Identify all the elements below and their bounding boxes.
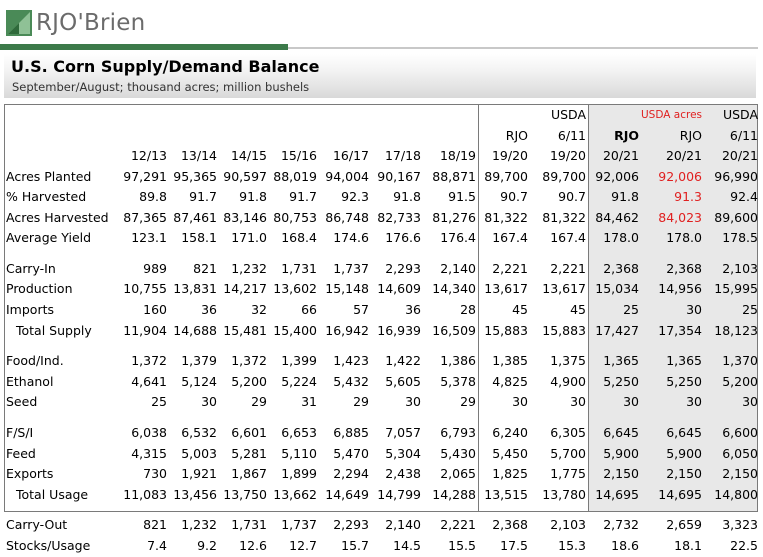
value-cell: 94,004	[325, 168, 369, 184]
value-cell: 2,294	[333, 466, 369, 482]
table-row	[4, 187, 760, 208]
value-cell: 29	[251, 394, 267, 410]
header-label-cell	[4, 105, 119, 126]
value-cell: 6,645	[603, 425, 639, 441]
value-cell: 1,232	[181, 517, 217, 533]
value-cell: 1,731	[281, 260, 317, 276]
value-cell: 5,432	[333, 373, 369, 389]
header-label-cell	[4, 126, 119, 147]
value-cell: 81,322	[542, 209, 586, 225]
value-cell: 13,662	[273, 486, 317, 502]
header-cell	[423, 105, 478, 126]
row-label: Feed	[6, 445, 36, 461]
value-cell: 91.7	[189, 189, 217, 205]
group-spacer	[4, 341, 760, 351]
value-cell: 91.5	[448, 189, 476, 205]
value-cell: 13,456	[173, 486, 217, 502]
value-cell: 5,124	[181, 373, 217, 389]
row-label: Average Yield	[6, 230, 92, 246]
value-cell: 5,250	[603, 373, 639, 389]
value-cell: 6,305	[550, 425, 586, 441]
table-row	[4, 351, 760, 372]
value-cell: 14,695	[595, 486, 639, 502]
value-cell: 88,019	[273, 168, 317, 184]
value-cell: 15,148	[325, 281, 369, 297]
value-cell: 13,831	[173, 281, 217, 297]
value-cell: 30	[686, 394, 702, 410]
value-cell: 91.3	[674, 189, 702, 205]
header-cell	[319, 126, 371, 147]
value-cell: 3,323	[722, 517, 758, 533]
value-cell: 14,609	[377, 281, 421, 297]
row-label: Acres Harvested	[6, 209, 109, 225]
row-label: % Harvested	[6, 189, 87, 205]
value-cell: 14,340	[432, 281, 476, 297]
row-label: Imports	[6, 302, 54, 318]
value-cell: 96,990	[714, 168, 758, 184]
value-cell: 1,385	[492, 353, 528, 369]
value-cell: 15,883	[484, 322, 528, 338]
value-cell: 13,750	[223, 486, 267, 502]
value-cell: 15,034	[595, 281, 639, 297]
value-cell: 2,293	[333, 517, 369, 533]
header-cell	[169, 105, 219, 126]
value-cell: 14,800	[714, 486, 758, 502]
row-label: F/S/I	[6, 425, 34, 441]
header-cell	[269, 126, 319, 147]
group-spacer	[4, 249, 760, 259]
value-cell: 18,123	[714, 322, 758, 338]
value-cell: 30	[570, 394, 586, 410]
table-row	[4, 392, 760, 413]
value-cell: 174.6	[333, 230, 369, 246]
row-label: Total Usage	[16, 486, 89, 502]
value-cell: 95,365	[173, 168, 217, 184]
value-cell: 14.5	[393, 538, 421, 553]
value-cell: 4,825	[492, 373, 528, 389]
value-cell: 2,140	[440, 260, 476, 276]
header-label-cell	[4, 146, 119, 167]
value-cell: 6,240	[492, 425, 528, 441]
value-cell: 1,365	[603, 353, 639, 369]
rjobrien-logo	[6, 6, 145, 40]
spacer-cell	[4, 413, 760, 423]
group-spacer	[4, 413, 760, 423]
header-cell: USDA	[550, 107, 586, 122]
logo-text: RJO'Brien	[36, 10, 146, 36]
value-cell: 45	[512, 302, 528, 318]
value-cell: 1,775	[550, 466, 586, 482]
value-cell: 1,825	[492, 466, 528, 482]
value-cell: 30	[623, 394, 639, 410]
value-cell: 2,150	[603, 466, 639, 482]
value-cell: 6,653	[281, 425, 317, 441]
header-row	[4, 126, 760, 147]
value-cell: 1,921	[181, 466, 217, 482]
header-cell	[119, 126, 169, 147]
value-cell: 1,379	[181, 353, 217, 369]
value-cell: 1,386	[440, 353, 476, 369]
value-cell: 82,733	[377, 209, 421, 225]
value-cell: 5,200	[231, 373, 267, 389]
value-cell: 92,006	[658, 168, 702, 184]
value-cell: 25	[623, 302, 639, 318]
value-cell: 178.0	[603, 230, 639, 246]
value-cell: 5,281	[231, 445, 267, 461]
header-cell	[319, 105, 371, 126]
value-cell: 87,461	[173, 209, 217, 225]
value-cell: 5,430	[440, 445, 476, 461]
value-cell: 2,140	[385, 517, 421, 533]
table-row	[4, 259, 760, 280]
value-cell: 2,659	[666, 517, 702, 533]
header-cell: 20/21	[602, 148, 639, 163]
value-cell: 5,900	[666, 445, 702, 461]
value-cell: 86,748	[325, 209, 369, 225]
row-label: Production	[6, 281, 73, 297]
row-label: Ethanol	[6, 373, 54, 389]
value-cell: 29	[460, 394, 476, 410]
value-cell: 2,438	[385, 466, 421, 482]
value-cell: 1,375	[550, 353, 586, 369]
value-cell: 2,103	[722, 260, 758, 276]
value-cell: 22.5	[730, 538, 758, 553]
value-cell: 5,470	[333, 445, 369, 461]
value-cell: 5,304	[385, 445, 421, 461]
value-cell: 14,956	[658, 281, 702, 297]
value-cell: 15,481	[223, 322, 267, 338]
value-cell: 1,867	[231, 466, 267, 482]
value-cell: 36	[405, 302, 421, 318]
row-label: Seed	[6, 394, 38, 410]
value-cell: 11,904	[123, 322, 167, 338]
value-cell: 30	[512, 394, 528, 410]
row-label: Total Supply	[16, 322, 92, 338]
value-cell: 178.0	[666, 230, 702, 246]
value-cell: 1,731	[231, 517, 267, 533]
value-cell: 7.4	[147, 538, 167, 553]
value-cell: 36	[201, 302, 217, 318]
spacer-cell	[4, 505, 760, 515]
value-cell: 89,700	[484, 168, 528, 184]
table-row	[4, 423, 760, 444]
value-cell: 17,354	[658, 322, 702, 338]
header-cell: 20/21	[721, 148, 758, 163]
value-cell: 5,900	[603, 445, 639, 461]
value-cell: 5,200	[722, 373, 758, 389]
table-row	[4, 279, 760, 300]
value-cell: 81,276	[432, 209, 476, 225]
value-cell: 11,083	[123, 486, 167, 502]
value-cell: 17.5	[500, 538, 528, 553]
value-cell: 15.7	[341, 538, 369, 553]
value-cell: 15,995	[714, 281, 758, 297]
header-cell	[478, 105, 530, 126]
header-cell: 6/11	[557, 127, 586, 143]
value-cell: 5,378	[440, 373, 476, 389]
value-cell: 6,050	[722, 445, 758, 461]
value-cell: 6,532	[181, 425, 217, 441]
value-cell: 6,885	[333, 425, 369, 441]
value-cell: 91.8	[611, 189, 639, 205]
value-cell: 989	[143, 260, 167, 276]
value-cell: 92,006	[595, 168, 639, 184]
value-cell: 83,146	[223, 209, 267, 225]
value-cell: 2,221	[440, 517, 476, 533]
value-cell: 32	[251, 302, 267, 318]
value-cell: 158.1	[181, 230, 217, 246]
row-label: Stocks/Usage	[6, 538, 91, 553]
value-cell: 5,224	[281, 373, 317, 389]
header-cell	[371, 126, 423, 147]
value-cell: 2,150	[666, 466, 702, 482]
table-row	[4, 485, 760, 506]
value-cell: 88,871	[432, 168, 476, 184]
row-label: Food/Ind.	[6, 353, 64, 369]
value-cell: 2,221	[550, 260, 586, 276]
row-label: Carry-In	[6, 260, 56, 276]
value-cell: 45	[570, 302, 586, 318]
value-cell: 89.8	[139, 189, 167, 205]
logo-mark-icon	[6, 10, 32, 36]
page-subtitle: September/August; thousand acres; million bushels	[12, 80, 310, 94]
value-cell: 6,600	[722, 425, 758, 441]
header-cell: 16/17	[332, 148, 369, 163]
value-cell: 1,737	[281, 517, 317, 533]
value-cell: 123.1	[131, 230, 167, 246]
header-cell: RJO	[505, 127, 528, 143]
header-cell: RJO	[679, 127, 702, 143]
value-cell: 5,003	[181, 445, 217, 461]
page-title: U.S. Corn Supply/Demand Balance	[11, 57, 320, 76]
value-cell: 821	[193, 260, 217, 276]
value-cell: 1,365	[666, 353, 702, 369]
value-cell: 4,641	[131, 373, 167, 389]
value-cell: 15.5	[448, 538, 476, 553]
value-cell: 31	[301, 394, 317, 410]
header-cell: 19/20	[549, 148, 586, 163]
value-cell: 2,065	[440, 466, 476, 482]
value-cell: 13,617	[484, 281, 528, 297]
header-green-bar	[0, 44, 288, 50]
header-cell: 18/19	[439, 148, 476, 163]
header-cell: 20/21	[665, 148, 702, 163]
header-cell: 13/14	[180, 148, 217, 163]
value-cell: 7,057	[385, 425, 421, 441]
value-cell: 167.4	[550, 230, 586, 246]
supply-demand-table	[4, 105, 760, 557]
value-cell: 167.4	[492, 230, 528, 246]
value-cell: 97,291	[123, 168, 167, 184]
value-cell: 6,038	[131, 425, 167, 441]
value-cell: 9.2	[197, 538, 217, 553]
value-cell: 5,605	[385, 373, 421, 389]
table-row	[4, 228, 760, 249]
table-row	[4, 464, 760, 485]
value-cell: 30	[686, 302, 702, 318]
header-row	[4, 105, 760, 126]
value-cell: 2,368	[492, 517, 528, 533]
value-cell: 176.6	[385, 230, 421, 246]
value-cell: 821	[143, 517, 167, 533]
row-label: Carry-Out	[6, 517, 68, 533]
value-cell: 5,110	[281, 445, 317, 461]
value-cell: 57	[353, 302, 369, 318]
value-cell: 16,942	[325, 322, 369, 338]
value-cell: 87,365	[123, 209, 167, 225]
value-cell: 90.7	[500, 189, 528, 205]
value-cell: 2,732	[603, 517, 639, 533]
value-cell: 30	[201, 394, 217, 410]
value-cell: 92.3	[341, 189, 369, 205]
table-row	[4, 167, 760, 188]
value-cell: 12.6	[239, 538, 267, 553]
table-row	[4, 515, 760, 536]
group-spacer	[4, 505, 760, 515]
value-cell: 18.1	[674, 538, 702, 553]
value-cell: 12.7	[289, 538, 317, 553]
value-cell: 15,400	[273, 322, 317, 338]
value-cell: 16,509	[432, 322, 476, 338]
header-cell: 6/11	[729, 127, 758, 143]
header-cell	[269, 105, 319, 126]
value-cell: 84,462	[595, 209, 639, 225]
header-cell	[423, 126, 478, 147]
value-cell: 15.3	[558, 538, 586, 553]
value-cell: 1,232	[231, 260, 267, 276]
value-cell: 1,399	[281, 353, 317, 369]
value-cell: 6,793	[440, 425, 476, 441]
value-cell: 171.0	[231, 230, 267, 246]
value-cell: 14,799	[377, 486, 421, 502]
header-cell	[219, 105, 269, 126]
value-cell: 14,288	[432, 486, 476, 502]
value-cell: 2,103	[550, 517, 586, 533]
value-cell: 90,167	[377, 168, 421, 184]
value-cell: 84,023	[658, 209, 702, 225]
table-row	[4, 321, 760, 342]
header-cell: 14/15	[230, 148, 267, 163]
value-cell: 10,755	[123, 281, 167, 297]
value-cell: 5,450	[492, 445, 528, 461]
value-cell: 28	[460, 302, 476, 318]
table-row	[4, 444, 760, 465]
value-cell: 176.4	[440, 230, 476, 246]
value-cell: 168.4	[281, 230, 317, 246]
header-cell: 19/20	[491, 148, 528, 163]
table-row	[4, 300, 760, 321]
header-cell	[219, 126, 269, 147]
header-cell: USDA acres	[641, 109, 702, 121]
value-cell: 16,939	[377, 322, 421, 338]
value-cell: 5,250	[666, 373, 702, 389]
value-cell: 90.7	[558, 189, 586, 205]
value-cell: 89,600	[714, 209, 758, 225]
value-cell: 91.7	[289, 189, 317, 205]
header-cell	[169, 126, 219, 147]
value-cell: 14,688	[173, 322, 217, 338]
value-cell: 730	[143, 466, 167, 482]
value-cell: 2,368	[666, 260, 702, 276]
value-cell: 2,368	[603, 260, 639, 276]
value-cell: 91.8	[239, 189, 267, 205]
value-cell: 5,700	[550, 445, 586, 461]
header-cell: 15/16	[280, 148, 317, 163]
spacer-cell	[4, 249, 760, 259]
value-cell: 18.6	[611, 538, 639, 553]
header-cell: 17/18	[384, 148, 421, 163]
value-cell: 30	[742, 394, 758, 410]
table-row	[4, 536, 760, 557]
value-cell: 1,372	[131, 353, 167, 369]
header-cell: USDA	[722, 107, 758, 122]
value-cell: 160	[143, 302, 167, 318]
table-row	[4, 208, 760, 229]
value-cell: 25	[151, 394, 167, 410]
header-row	[4, 146, 760, 167]
value-cell: 14,217	[223, 281, 267, 297]
value-cell: 1,372	[231, 353, 267, 369]
header-cell	[119, 105, 169, 126]
value-cell: 81,322	[484, 209, 528, 225]
value-cell: 4,315	[131, 445, 167, 461]
header-gray-rule	[288, 47, 758, 49]
header-cell	[371, 105, 423, 126]
header-cell: RJO	[614, 127, 639, 143]
value-cell: 17,427	[595, 322, 639, 338]
value-cell: 4,900	[550, 373, 586, 389]
spacer-cell	[4, 341, 760, 351]
value-cell: 92.4	[730, 189, 758, 205]
value-cell: 15,883	[542, 322, 586, 338]
value-cell: 14,649	[325, 486, 369, 502]
value-cell: 178.5	[722, 230, 758, 246]
value-cell: 13,515	[484, 486, 528, 502]
value-cell: 6,601	[231, 425, 267, 441]
value-cell: 25	[742, 302, 758, 318]
value-cell: 2,221	[492, 260, 528, 276]
value-cell: 1,370	[722, 353, 758, 369]
value-cell: 14,695	[658, 486, 702, 502]
value-cell: 91.8	[393, 189, 421, 205]
value-cell: 2,150	[722, 466, 758, 482]
value-cell: 1,737	[333, 260, 369, 276]
value-cell: 29	[353, 394, 369, 410]
value-cell: 13,617	[542, 281, 586, 297]
table-row	[4, 372, 760, 393]
header-cell: 12/13	[130, 148, 167, 163]
value-cell: 89,700	[542, 168, 586, 184]
value-cell: 1,422	[385, 353, 421, 369]
value-cell: 6,645	[666, 425, 702, 441]
value-cell: 1,899	[281, 466, 317, 482]
value-cell: 2,293	[385, 260, 421, 276]
header-cell	[588, 105, 641, 126]
value-cell: 30	[405, 394, 421, 410]
value-cell: 80,753	[273, 209, 317, 225]
value-cell: 66	[301, 302, 317, 318]
value-cell: 90,597	[223, 168, 267, 184]
value-cell: 1,423	[333, 353, 369, 369]
row-label: Exports	[6, 466, 54, 482]
value-cell: 13,780	[542, 486, 586, 502]
value-cell: 13,602	[273, 281, 317, 297]
row-label: Acres Planted	[6, 168, 92, 184]
